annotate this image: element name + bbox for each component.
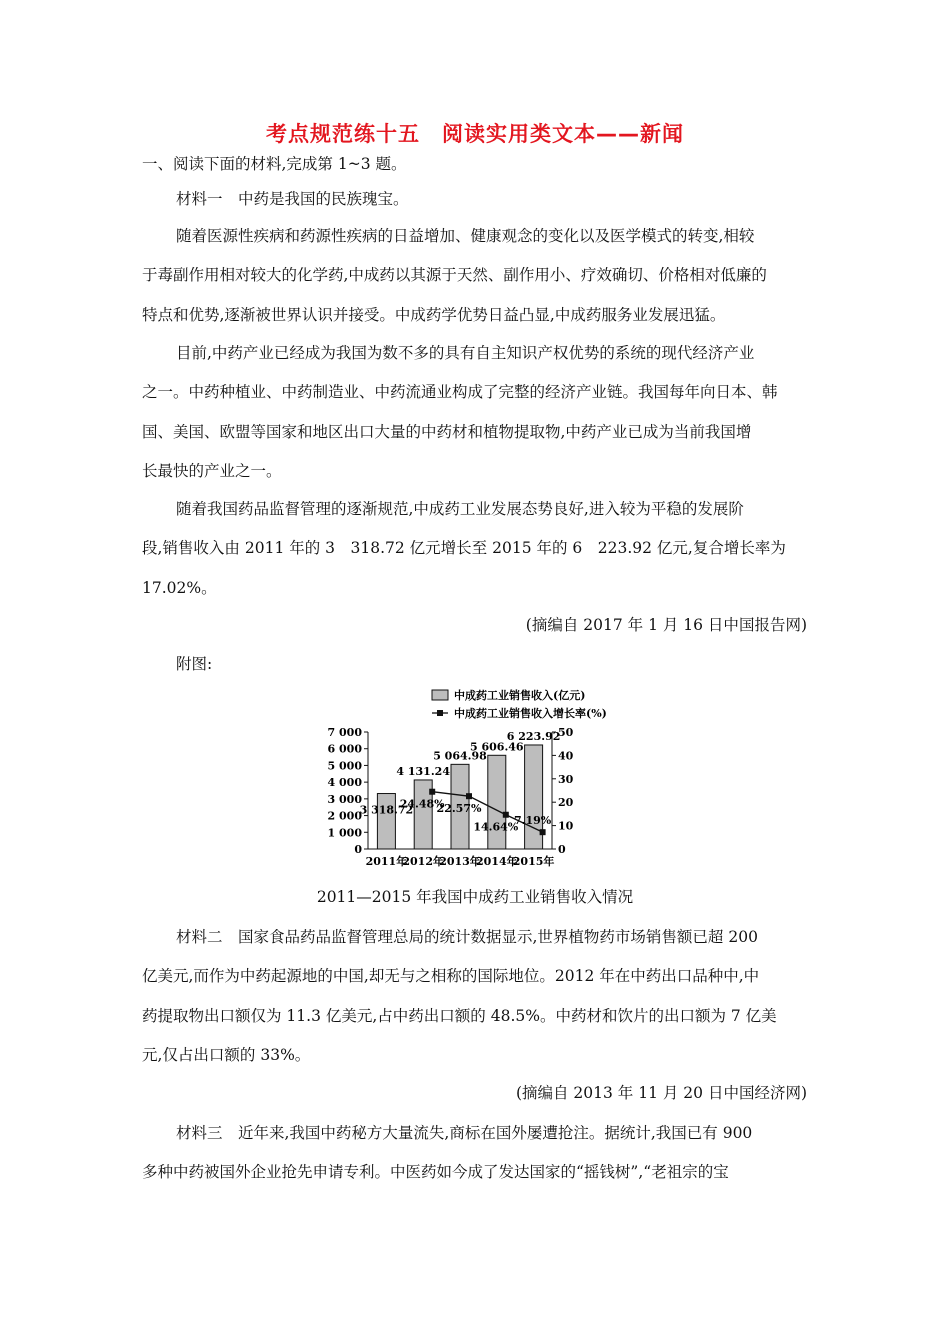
- x-tick-label: 2013年: [439, 855, 481, 868]
- x-tick-label: 2014年: [475, 855, 518, 868]
- paragraph-line: 之一。中药种植业、中药制造业、中药流通业构成了完整的经济产业链。我国每年向日本、韩: [142, 383, 778, 401]
- growth-marker: [466, 793, 472, 799]
- paragraph-line: 多种中药被国外企业抢先申请专利。中医药如今成了发达国家的“摇钱树”,“老祖宗的宝: [142, 1163, 729, 1181]
- bar-value-label: 6 223.92: [506, 729, 561, 743]
- right-tick-label: 0: [558, 843, 566, 856]
- paragraph-line: 亿美元,而作为中药起源地的中国,却无与之相称的国际地位。2012 年在中药出口品种中,中: [142, 967, 760, 985]
- paragraph-line: 于毒副作用相对较大的化学药,中成药以其源于天然、副作用小、疗效确切、价格相对低廉的: [142, 266, 767, 284]
- growth-value-label: 24.48%: [399, 797, 445, 811]
- page-title: 考点规范练十五 阅读实用类文本——新闻: [266, 122, 684, 146]
- growth-value-label: 22.57%: [436, 802, 482, 816]
- paragraph-line: 元,仅占出口额的 33%。: [142, 1046, 311, 1064]
- legend-label-line: 中成药工业销售收入增长率(%): [454, 707, 607, 720]
- left-tick-label: 4 000: [327, 776, 362, 790]
- bar: [488, 755, 506, 849]
- growth-marker: [503, 812, 509, 818]
- legend-bar-swatch: [432, 690, 448, 700]
- left-tick-label: 1 000: [327, 826, 362, 840]
- paragraph-line: 随着我国药品监督管理的逐渐规范,中成药工业发展态势良好,进入较为平稳的发展阶: [176, 500, 744, 518]
- bar-value-label: 5 064.98: [433, 749, 487, 763]
- right-tick-label: 50: [558, 726, 574, 739]
- growth-marker: [429, 789, 435, 795]
- left-tick-label: 7 000: [327, 726, 362, 739]
- legend-label-bar: 中成药工业销售收入(亿元): [454, 689, 586, 702]
- bar-value-label: 3 318.72: [359, 803, 414, 817]
- growth-value-label: 14.64%: [473, 820, 519, 834]
- left-tick-label: 0: [354, 843, 362, 856]
- left-tick-label: 2 000: [327, 809, 362, 823]
- growth-value-label: 7.19%: [513, 814, 552, 828]
- material-two-line: 材料二 国家食品药品监督管理总局的统计数据显示,世界植物药市场销售额已超 200: [176, 928, 758, 946]
- chart-caption: 2011—2015 年我国中成药工业销售收入情况: [316, 888, 634, 906]
- paragraph-line: 特点和优势,逐渐被世界认识并接受。中成药学优势日益凸显,中成药服务业发展迅猛。: [142, 306, 726, 324]
- material-three-line: 材料三 近年来,我国中药秘方大量流失,商标在国外屡遭抢注。据统计,我国已有 900: [176, 1124, 753, 1142]
- figure-label: 附图:: [176, 655, 213, 673]
- source-citation: (摘编自 2017 年 1 月 16 日中国报告网): [525, 616, 807, 634]
- material-one-heading: 材料一 中药是我国的民族瑰宝。: [176, 190, 409, 208]
- x-tick-label: 2012年: [402, 855, 445, 868]
- x-tick-label: 2011年: [365, 855, 408, 868]
- right-tick-label: 20: [558, 796, 574, 810]
- left-tick-label: 5 000: [327, 759, 362, 773]
- source-citation: (摘编自 2013 年 11 月 20 日中国经济网): [515, 1084, 807, 1102]
- right-tick-label: 40: [558, 749, 574, 763]
- bar: [377, 794, 395, 849]
- left-tick-label: 3 000: [327, 792, 362, 806]
- paragraph-line: 目前,中药产业已经成为我国为数不多的具有自主知识产权优势的系统的现代经济产业: [176, 344, 755, 362]
- paragraph-line: 17.02%。: [142, 579, 217, 597]
- x-tick-label: 2015年: [512, 855, 555, 868]
- paragraph-line: 长最快的产业之一。: [142, 462, 282, 480]
- paragraph-line: 段,销售收入由 2011 年的 3 318.72 亿元增长至 2015 年的 6 223.92 亿元,复合增长率为: [142, 539, 786, 557]
- legend-line-marker: [437, 710, 443, 716]
- paragraph-line: 国、美国、欧盟等国家和地区出口大量的中药材和植物提取物,中药产业已成为当前我国增: [142, 423, 752, 441]
- bar-value-label: 4 131.24: [396, 764, 450, 778]
- paragraph-line: 药提取物出口额仅为 11.3 亿美元,占中药出口额的 48.5%。中药材和饮片的出口额为 7 亿美: [142, 1007, 777, 1025]
- question-instruction: 一、阅读下面的材料,完成第 1~3 题。: [142, 155, 407, 173]
- sales-chart: [306, 684, 646, 874]
- right-tick-label: 10: [558, 819, 574, 833]
- right-tick-label: 30: [558, 772, 574, 786]
- growth-marker: [540, 829, 546, 835]
- paragraph-line: 随着医源性疾病和药源性疾病的日益增加、健康观念的变化以及医学模式的转变,相较: [176, 227, 755, 245]
- bar-value-label: 5 606.46: [470, 740, 524, 754]
- left-tick-label: 6 000: [327, 742, 362, 756]
